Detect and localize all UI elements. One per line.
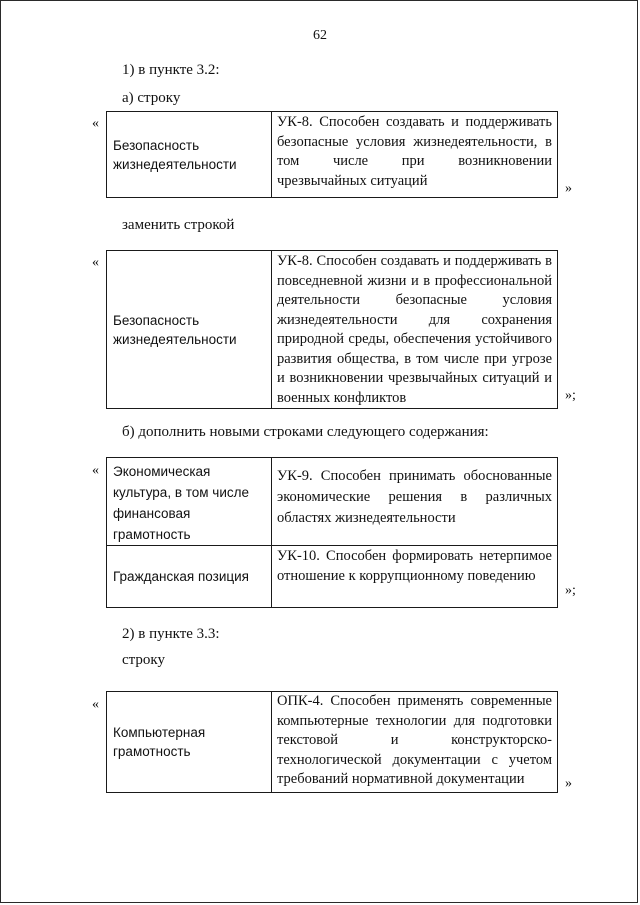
cell-discipline: Экономическая культура, в том числе финансовая грамотность: [107, 458, 272, 546]
cell-discipline: Компьютерная грамотность: [107, 692, 272, 793]
cell-competence: ОПК-4. Способен применять современные компьютерные технологии для подготовки текстовой и конструкторско-технологической документации с учетом требований нормативной документации: [272, 692, 558, 793]
quote-open-1: «: [92, 116, 99, 131]
quote-close-4: »: [565, 776, 572, 791]
quote-open-4: «: [92, 697, 99, 712]
quote-close-1: »: [565, 181, 572, 196]
table-row-old-bzh: [106, 111, 558, 198]
paragraph-point-3-3: 2) в пункте 3.3:: [122, 626, 220, 642]
quote-open-2: «: [92, 255, 99, 270]
quote-open-3: «: [92, 463, 99, 478]
page-number: 62: [313, 28, 327, 43]
quote-close-2: »;: [565, 388, 576, 403]
cell-competence: УК-8. Способен создавать и поддерживать в повседневной жизни и в профессиональной деятельности безопасные условия жизнедеятельности для сохранения природной среды, обеспечения устойчивого развития общества, в том числе при угрозе и возникновении чрезвычайных ситуаций и военных конфликтов: [272, 251, 558, 409]
paragraph-replace: заменить строкой: [122, 217, 235, 233]
paragraph-b-add: б) дополнить новыми строками следующего содержания:: [122, 424, 489, 440]
quote-close-3: »;: [565, 583, 576, 598]
cell-competence: УК-8. Способен создавать и поддерживать безопасные условия жизнедеятельности, в том числе при возникновении чрезвычайных ситуаций: [272, 112, 558, 198]
cell-discipline: Безопасность жизнедеятельности: [107, 251, 272, 409]
cell-competence: УК-10. Способен формировать нетерпимое отношение к коррупционному поведению: [272, 546, 558, 608]
table-row-computer-literacy: [106, 691, 558, 793]
cell-competence: УК-9. Способен принимать обоснованные экономические решения в различных областях жизнедеятельности: [272, 458, 558, 546]
cell-discipline: Гражданская позиция: [107, 546, 272, 608]
table-new-rows: [106, 457, 558, 608]
paragraph-row: строку: [122, 652, 165, 668]
cell-discipline: Безопасность жизнедеятельности: [107, 112, 272, 198]
paragraph-a-row: а) строку: [122, 90, 181, 106]
table-row-new-bzh: [106, 250, 558, 409]
paragraph-point-3-2: 1) в пункте 3.2:: [122, 62, 220, 78]
